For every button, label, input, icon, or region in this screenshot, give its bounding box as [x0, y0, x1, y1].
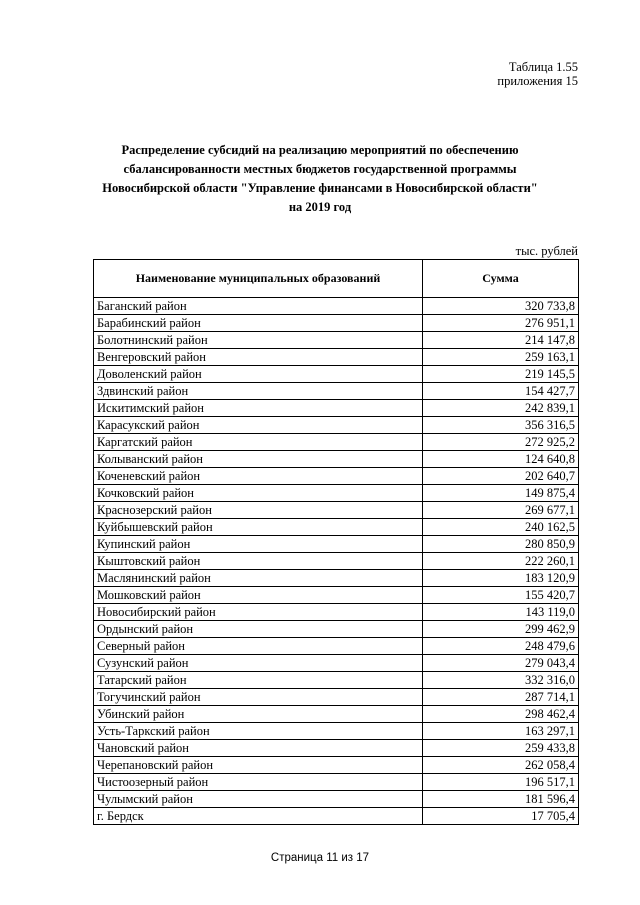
amount-cell: 149 875,4	[423, 485, 579, 502]
table-row	[94, 689, 579, 706]
table-row	[94, 655, 579, 672]
table-row	[94, 400, 579, 417]
amount-cell: 248 479,6	[423, 638, 579, 655]
amount-cell: 259 163,1	[423, 349, 579, 366]
table-row	[94, 587, 579, 604]
amount-cell: 287 714,1	[423, 689, 579, 706]
amount-cell: 183 120,9	[423, 570, 579, 587]
municipality-name-cell: Каргатский район	[94, 434, 423, 451]
municipality-name-cell: Маслянинский район	[94, 570, 423, 587]
table-row	[94, 315, 579, 332]
subsidy-table	[93, 259, 579, 825]
units-label: тыс. рублей	[515, 244, 578, 258]
table-row	[94, 808, 579, 825]
amount-cell: 279 043,4	[423, 655, 579, 672]
municipality-name-cell: Тогучинский район	[94, 689, 423, 706]
table-body	[94, 298, 579, 825]
amount-cell: 196 517,1	[423, 774, 579, 791]
municipality-name-cell: Баганский район	[94, 298, 423, 315]
table-row	[94, 434, 579, 451]
municipality-name-cell: Доволенский район	[94, 366, 423, 383]
municipality-name-cell: Новосибирский район	[94, 604, 423, 621]
page-number: Страница 11 из 17	[270, 852, 370, 864]
amount-cell: 17 705,4	[423, 808, 579, 825]
amount-cell: 181 596,4	[423, 791, 579, 808]
table-row	[94, 417, 579, 434]
municipality-name-cell: Ордынский район	[94, 621, 423, 638]
table-row	[94, 349, 579, 366]
table-row	[94, 553, 579, 570]
table-row	[94, 519, 579, 536]
table-row	[94, 536, 579, 553]
table-row	[94, 774, 579, 791]
table-row	[94, 723, 579, 740]
municipality-name-cell: Мошковский район	[94, 587, 423, 604]
amount-cell: 356 316,5	[423, 417, 579, 434]
amount-cell: 259 433,8	[423, 740, 579, 757]
municipality-name-cell: Куйбышевский район	[94, 519, 423, 536]
amount-cell: 222 260,1	[423, 553, 579, 570]
amount-cell: 240 162,5	[423, 519, 579, 536]
column-header-name: Наименование муниципальных образований	[94, 260, 423, 298]
municipality-name-cell: Барабинский район	[94, 315, 423, 332]
municipality-name-cell: Чистоозерный район	[94, 774, 423, 791]
table-row	[94, 791, 579, 808]
table-number: Таблица 1.55	[508, 60, 578, 74]
amount-cell: 332 316,0	[423, 672, 579, 689]
amount-cell: 298 462,4	[423, 706, 579, 723]
municipality-name-cell: Коченевский район	[94, 468, 423, 485]
table-row	[94, 621, 579, 638]
table-row	[94, 706, 579, 723]
municipality-name-cell: Усть-Таркский район	[94, 723, 423, 740]
amount-cell: 242 839,1	[423, 400, 579, 417]
amount-cell: 155 420,7	[423, 587, 579, 604]
table-row	[94, 468, 579, 485]
table-header-row	[94, 260, 579, 298]
table-row	[94, 604, 579, 621]
amount-cell: 154 427,7	[423, 383, 579, 400]
table-row	[94, 570, 579, 587]
municipality-name-cell: Краснозерский район	[94, 502, 423, 519]
document-title: Распределение субсидий на реализацию мероприятий по обеспечению сбалансированности местных бюджетов государственной программы Новосибирской области "Управление финансами в Новосибирской области" на 2019 год	[102, 143, 538, 214]
municipality-name-cell: Здвинский район	[94, 383, 423, 400]
amount-cell: 124 640,8	[423, 451, 579, 468]
municipality-name-cell: Колыванский район	[94, 451, 423, 468]
municipality-name-cell: Сузунский район	[94, 655, 423, 672]
amount-cell: 299 462,9	[423, 621, 579, 638]
amount-cell: 143 119,0	[423, 604, 579, 621]
municipality-name-cell: Купинский район	[94, 536, 423, 553]
municipality-name-cell: Убинский район	[94, 706, 423, 723]
amount-cell: 280 850,9	[423, 536, 579, 553]
table-row	[94, 298, 579, 315]
table-row	[94, 366, 579, 383]
municipality-name-cell: Чановский район	[94, 740, 423, 757]
table-row	[94, 740, 579, 757]
municipality-name-cell: Кыштовский район	[94, 553, 423, 570]
table-row	[94, 638, 579, 655]
table-row	[94, 332, 579, 349]
table-row	[94, 757, 579, 774]
municipality-name-cell: г. Бердск	[94, 808, 423, 825]
amount-cell: 202 640,7	[423, 468, 579, 485]
municipality-name-cell: Черепановский район	[94, 757, 423, 774]
municipality-name-cell: Северный район	[94, 638, 423, 655]
appendix-reference: приложения 15	[497, 74, 578, 88]
column-header-amount: Сумма	[423, 260, 579, 298]
municipality-name-cell: Кочковский район	[94, 485, 423, 502]
amount-cell: 214 147,8	[423, 332, 579, 349]
municipality-name-cell: Карасукский район	[94, 417, 423, 434]
amount-cell: 272 925,2	[423, 434, 579, 451]
amount-cell: 269 677,1	[423, 502, 579, 519]
municipality-name-cell: Искитимский район	[94, 400, 423, 417]
amount-cell: 163 297,1	[423, 723, 579, 740]
table-row	[94, 451, 579, 468]
amount-cell: 219 145,5	[423, 366, 579, 383]
table-row	[94, 672, 579, 689]
table-row	[94, 485, 579, 502]
amount-cell: 320 733,8	[423, 298, 579, 315]
municipality-name-cell: Татарский район	[94, 672, 423, 689]
municipality-name-cell: Болотнинский район	[94, 332, 423, 349]
table-row	[94, 502, 579, 519]
table-row	[94, 383, 579, 400]
amount-cell: 276 951,1	[423, 315, 579, 332]
municipality-name-cell: Чулымский район	[94, 791, 423, 808]
amount-cell: 262 058,4	[423, 757, 579, 774]
municipality-name-cell: Венгеровский район	[94, 349, 423, 366]
table-reference-block	[497, 60, 578, 88]
